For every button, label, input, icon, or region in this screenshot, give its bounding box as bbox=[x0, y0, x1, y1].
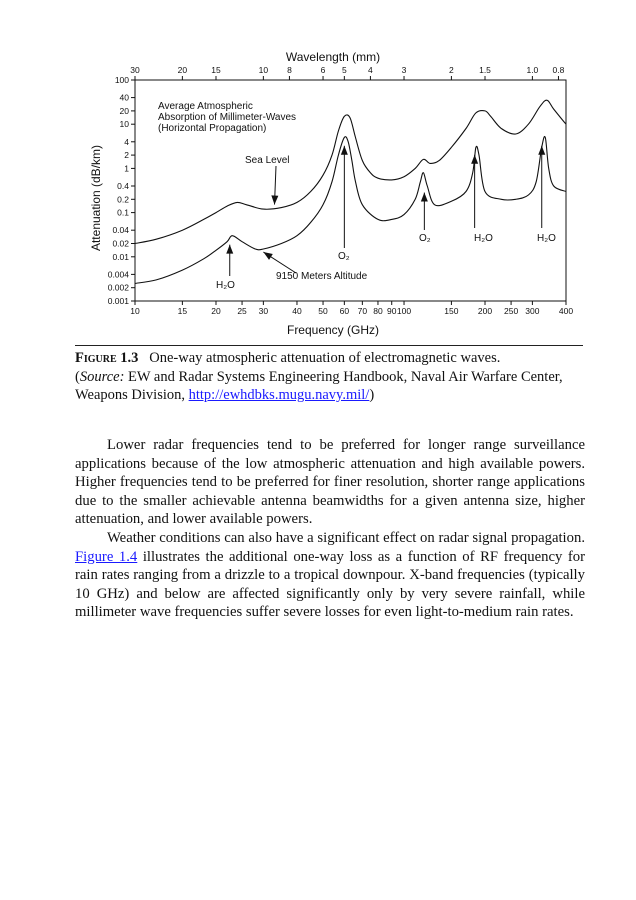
y-tick-label: 0.2 bbox=[117, 194, 129, 205]
caption-source-label: Source: bbox=[79, 368, 125, 385]
top-tick-label: 30 bbox=[130, 65, 140, 75]
x-tick-label: 40 bbox=[292, 306, 302, 316]
arrow-h2o-22-head bbox=[226, 245, 233, 254]
chart-legend-title-line-2: Absorption of Millimeter-Waves bbox=[158, 112, 297, 123]
x-tick-label: 100 bbox=[396, 306, 412, 316]
caption-rule bbox=[75, 345, 583, 346]
top-tick-label: 1.5 bbox=[479, 65, 491, 75]
y-axis-title: Attenuation (dB/km) bbox=[89, 144, 103, 252]
attenuation-chart bbox=[78, 48, 584, 344]
y-tick-label: 0.01 bbox=[112, 251, 129, 262]
top-tick-label: 8 bbox=[287, 65, 292, 75]
sea-level-label: Sea Level bbox=[245, 155, 290, 166]
top-tick-label: 6 bbox=[320, 65, 326, 75]
top-tick-label: 10 bbox=[258, 65, 269, 75]
top-tick-label: 1.0 bbox=[526, 65, 539, 75]
top-tick-label: 3 bbox=[401, 65, 407, 75]
y-tick-label: 20 bbox=[119, 105, 129, 116]
arrow-h2o-325-head bbox=[538, 146, 545, 155]
caption-text-2: EW and Radar Systems Engineering Handbook, Naval Air Warfare Center, Weapons Division, bbox=[75, 368, 563, 403]
figure-caption bbox=[75, 349, 583, 405]
arrow-sea-level-head bbox=[271, 195, 278, 204]
attenuation-chart-svg bbox=[78, 48, 584, 344]
y-tick-label: 4 bbox=[124, 136, 129, 147]
top-axis-title: Wavelength (mm) bbox=[285, 50, 381, 64]
x-tick-label: 20 bbox=[211, 306, 221, 316]
x-tick-label: 400 bbox=[558, 306, 574, 316]
y-tick-label: 100 bbox=[114, 75, 129, 85]
paragraph-2-start: Weather conditions can also have a significant effect on radar signal propagation. bbox=[107, 529, 585, 546]
top-tick-label: 2 bbox=[449, 65, 454, 75]
y-tick-label: 0.1 bbox=[117, 207, 129, 218]
x-tick-label: 60 bbox=[339, 306, 350, 316]
top-tick-label: 4 bbox=[368, 65, 373, 75]
caption-text-1: One-way atmospheric attenuation of electromagnetic waves. bbox=[149, 350, 501, 366]
x-tick-label: 50 bbox=[318, 306, 328, 316]
caption-paren-open: ( bbox=[75, 368, 80, 385]
paragraph-2 bbox=[75, 529, 585, 622]
top-tick-label: 20 bbox=[177, 65, 188, 75]
top-tick-label: 5 bbox=[341, 65, 347, 75]
y-tick-label: 0.004 bbox=[107, 269, 129, 280]
altitude-label: 9150 Meters Altitude bbox=[276, 271, 368, 282]
caption-paren-close: ) bbox=[369, 387, 375, 403]
x-tick-label: 90 bbox=[386, 306, 397, 316]
x-tick-label: 15 bbox=[177, 306, 188, 316]
x-axis-title: Frequency (GHz) bbox=[286, 323, 380, 337]
series-line-9150m bbox=[135, 136, 566, 283]
y-tick-label: 0.4 bbox=[117, 180, 129, 191]
x-tick-label: 150 bbox=[444, 306, 459, 316]
y-tick-label: 0.02 bbox=[112, 238, 129, 249]
x-tick-label: 200 bbox=[477, 306, 493, 316]
y-tick-label: 0.002 bbox=[107, 282, 129, 293]
o2-60ghz-label: O₂ bbox=[338, 251, 350, 262]
y-axis bbox=[108, 75, 135, 306]
h2o-22ghz-label: H₂O bbox=[216, 280, 235, 291]
y-tick-label: 40 bbox=[119, 92, 129, 103]
arrow-altitude-head bbox=[263, 252, 272, 260]
chart-legend-title-line-1: Average Atmospheric bbox=[158, 101, 253, 112]
annotations-group bbox=[158, 101, 556, 291]
x-tick-label: 30 bbox=[258, 306, 269, 316]
top-axis-ticks bbox=[130, 65, 564, 80]
arrow-h2o-183-head bbox=[471, 155, 478, 164]
y-tick-label: 2 bbox=[124, 150, 129, 161]
x-tick-label: 10 bbox=[130, 306, 140, 316]
y-tick-label: 0.04 bbox=[112, 225, 129, 236]
x-tick-label: 250 bbox=[503, 306, 519, 316]
x-axis bbox=[130, 301, 573, 316]
chart-legend-title-line-3: (Horizontal Propagation) bbox=[158, 123, 267, 134]
caption-label: Figure 1.3 bbox=[75, 350, 139, 366]
paragraph-2-end: illustrates the additional one-way loss as a function of RF frequency for rain rates ranging from a drizzle to a tropical downpour. X-band frequencies (typically 10 GHz) and below are affected significantly only by very severe rainfall, while millimeter wave frequencies suffer severe losses for even light-to-medium rain rates. bbox=[75, 548, 585, 621]
x-tick-label: 300 bbox=[525, 306, 540, 316]
figure-1-4-link[interactable]: Figure 1.4 bbox=[75, 548, 138, 565]
top-tick-label: 15 bbox=[211, 65, 221, 75]
h2o-183ghz-label: H₂O bbox=[474, 233, 493, 244]
x-tick-label: 70 bbox=[357, 306, 368, 316]
arrow-o2-60-head bbox=[341, 146, 348, 155]
x-tick-label: 80 bbox=[373, 306, 383, 316]
y-tick-label: 0.001 bbox=[107, 296, 129, 306]
top-tick-label: 0.8 bbox=[552, 65, 565, 75]
arrow-o2-118-head bbox=[421, 193, 428, 202]
x-tick-label: 25 bbox=[237, 306, 247, 316]
y-tick-label: 10 bbox=[119, 119, 129, 130]
body-text bbox=[75, 436, 585, 622]
paragraph-1: Lower radar frequencies tend to be preferred for longer range surveillance applications because of the low atmospheric attenuation and high available powers. Higher frequencies tend to be preferred for finer resolution, shorter range applications due to the smaller achievable antenna beamwidths for a given antenna size, higher attenuation, and lower available powers. bbox=[75, 437, 585, 528]
y-tick-label: 1 bbox=[124, 163, 129, 174]
h2o-325ghz-label: H₂O bbox=[537, 233, 556, 244]
caption-source-link[interactable]: http://ewhdbks.mugu.navy.mil/ bbox=[188, 387, 370, 403]
o2-118ghz-label: O₂ bbox=[419, 233, 431, 244]
